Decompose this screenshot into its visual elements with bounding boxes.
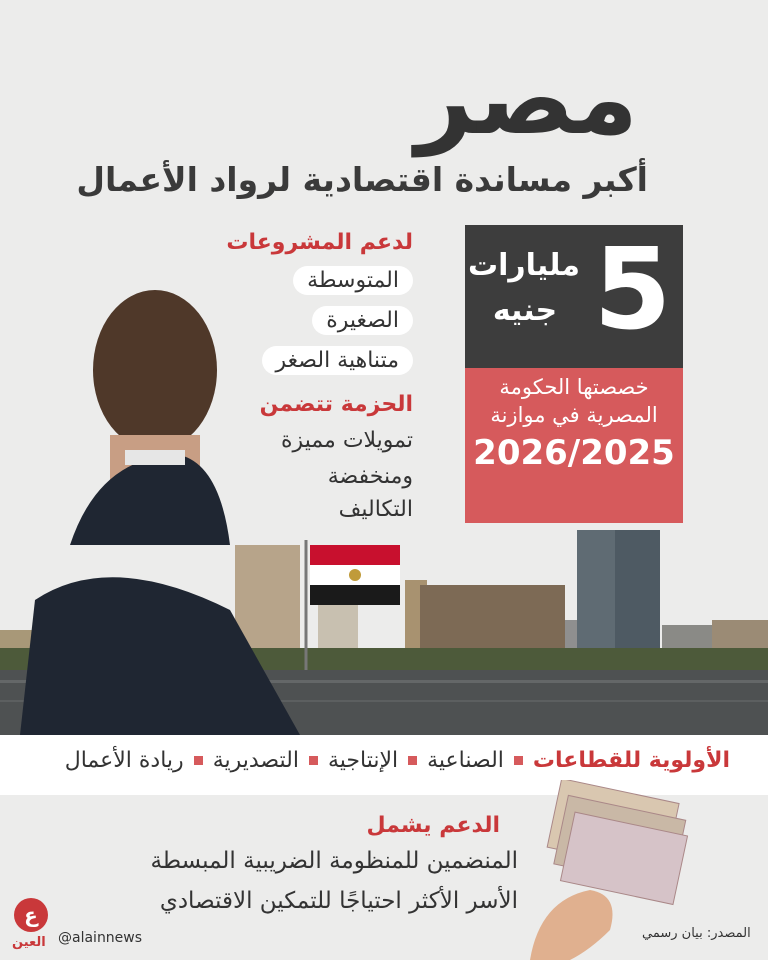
sector-export: التصديرية [212,748,299,773]
social-handle: @alainnews [58,930,143,946]
cairo-nile-photo [0,530,768,735]
package-heading: الحزمة تتضمن [259,392,413,417]
bullet-icon [514,756,523,765]
projects-heading: لدعم المشروعات [226,230,413,255]
bullet-icon [309,756,318,765]
page-title: مصر [415,40,638,157]
logo-icon: ع [14,898,48,932]
package-item: التكاليف [338,497,413,522]
project-item-micro: متناهية الصغر [262,346,413,375]
page-subtitle: أكبر مساندة اقتصادية لرواد الأعمال [76,160,648,199]
support-heading: الدعم يشمل [366,813,500,838]
stat-unit: جنيه [492,293,558,328]
stat-number: 5 [593,225,672,355]
bullet-icon [408,756,417,765]
source-note: المصدر: بيان رسمي [642,926,751,941]
sector-entrepreneurship: ريادة الأعمال [64,748,184,773]
package-item: تمويلات مميزة [281,428,413,453]
stat-unit: مليارات [467,248,580,283]
skyline-illustration [0,530,768,735]
stat-description: المصرية في موازنة [490,403,658,427]
bullet-icon [194,756,203,765]
sector-industrial: الصناعية [427,748,504,773]
stat-year: 2026/2025 [473,433,675,473]
priority-heading: الأولوية للقطاعات [532,748,730,773]
priority-row [65,748,730,773]
logo-text: العين [12,935,46,950]
package-item: ومنخفضة [327,464,413,489]
sector-productive: الإنتاجية [327,748,399,773]
man-head-illustration [30,265,240,545]
project-item-small: الصغيرة [312,306,413,335]
support-item: المنضمين للمنظومة الضريبية المبسطة [150,848,518,874]
stat-description: خصصتها الحكومة [499,375,649,399]
project-item-medium: المتوسطة [293,266,413,295]
support-item: الأسر الأكثر احتياجًا للتمكين الاقتصادي [159,888,518,914]
